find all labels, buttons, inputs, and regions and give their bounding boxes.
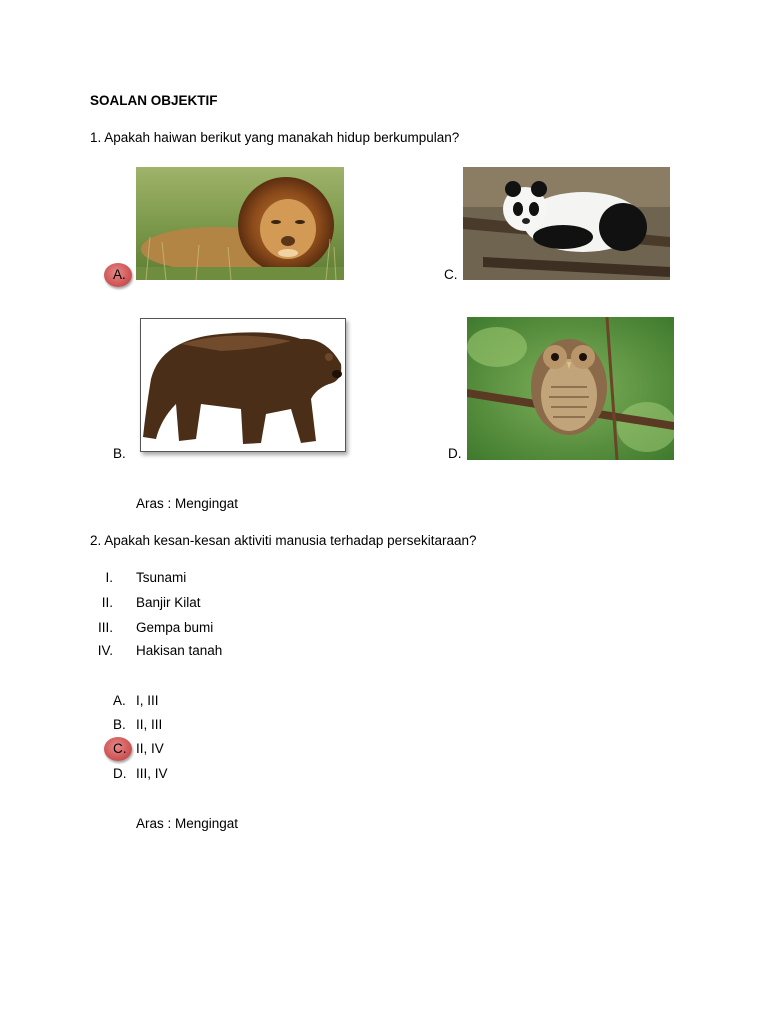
statement-numeral: IV.: [97, 643, 113, 658]
statement-text: Hakisan tanah: [136, 643, 223, 658]
question-1-level: Aras : Mengingat: [136, 496, 239, 511]
statement-numeral: I.: [105, 570, 113, 585]
statement-text: Gempa bumi: [136, 620, 214, 635]
answer-d-label[interactable]: D.: [113, 766, 127, 781]
question-1-text: 1. Apakah haiwan berikut yang manakah hidup berkumpulan?: [90, 130, 460, 145]
answer-a-label[interactable]: A.: [113, 693, 126, 708]
answer-a-text: I, III: [136, 693, 159, 708]
option-d-label[interactable]: D.: [448, 446, 462, 461]
answer-b-label[interactable]: B.: [113, 717, 126, 732]
lion-image: [136, 167, 344, 280]
statement-text: Banjir Kilat: [136, 595, 201, 610]
panda-image: [463, 167, 670, 280]
statement-text: Tsunami: [136, 570, 187, 585]
statement-numeral: III.: [97, 620, 113, 635]
bear-image: [140, 318, 346, 452]
statement-numeral: II.: [101, 595, 113, 610]
question-2-level: Aras : Mengingat: [136, 816, 239, 831]
section-heading: SOALAN OBJEKTIF: [90, 93, 218, 108]
answer-c-label[interactable]: C.: [113, 741, 127, 756]
answer-c-text: II, IV: [136, 741, 164, 756]
question-2-text: 2. Apakah kesan-kesan aktiviti manusia terhadap persekitaraan?: [90, 533, 477, 548]
option-c-label[interactable]: C.: [444, 267, 458, 282]
option-a-label[interactable]: A.: [113, 267, 126, 282]
answer-b-text: II, III: [136, 717, 163, 732]
answer-d-text: III, IV: [136, 766, 168, 781]
option-b-label[interactable]: B.: [113, 446, 126, 461]
owl-image: [467, 317, 674, 460]
